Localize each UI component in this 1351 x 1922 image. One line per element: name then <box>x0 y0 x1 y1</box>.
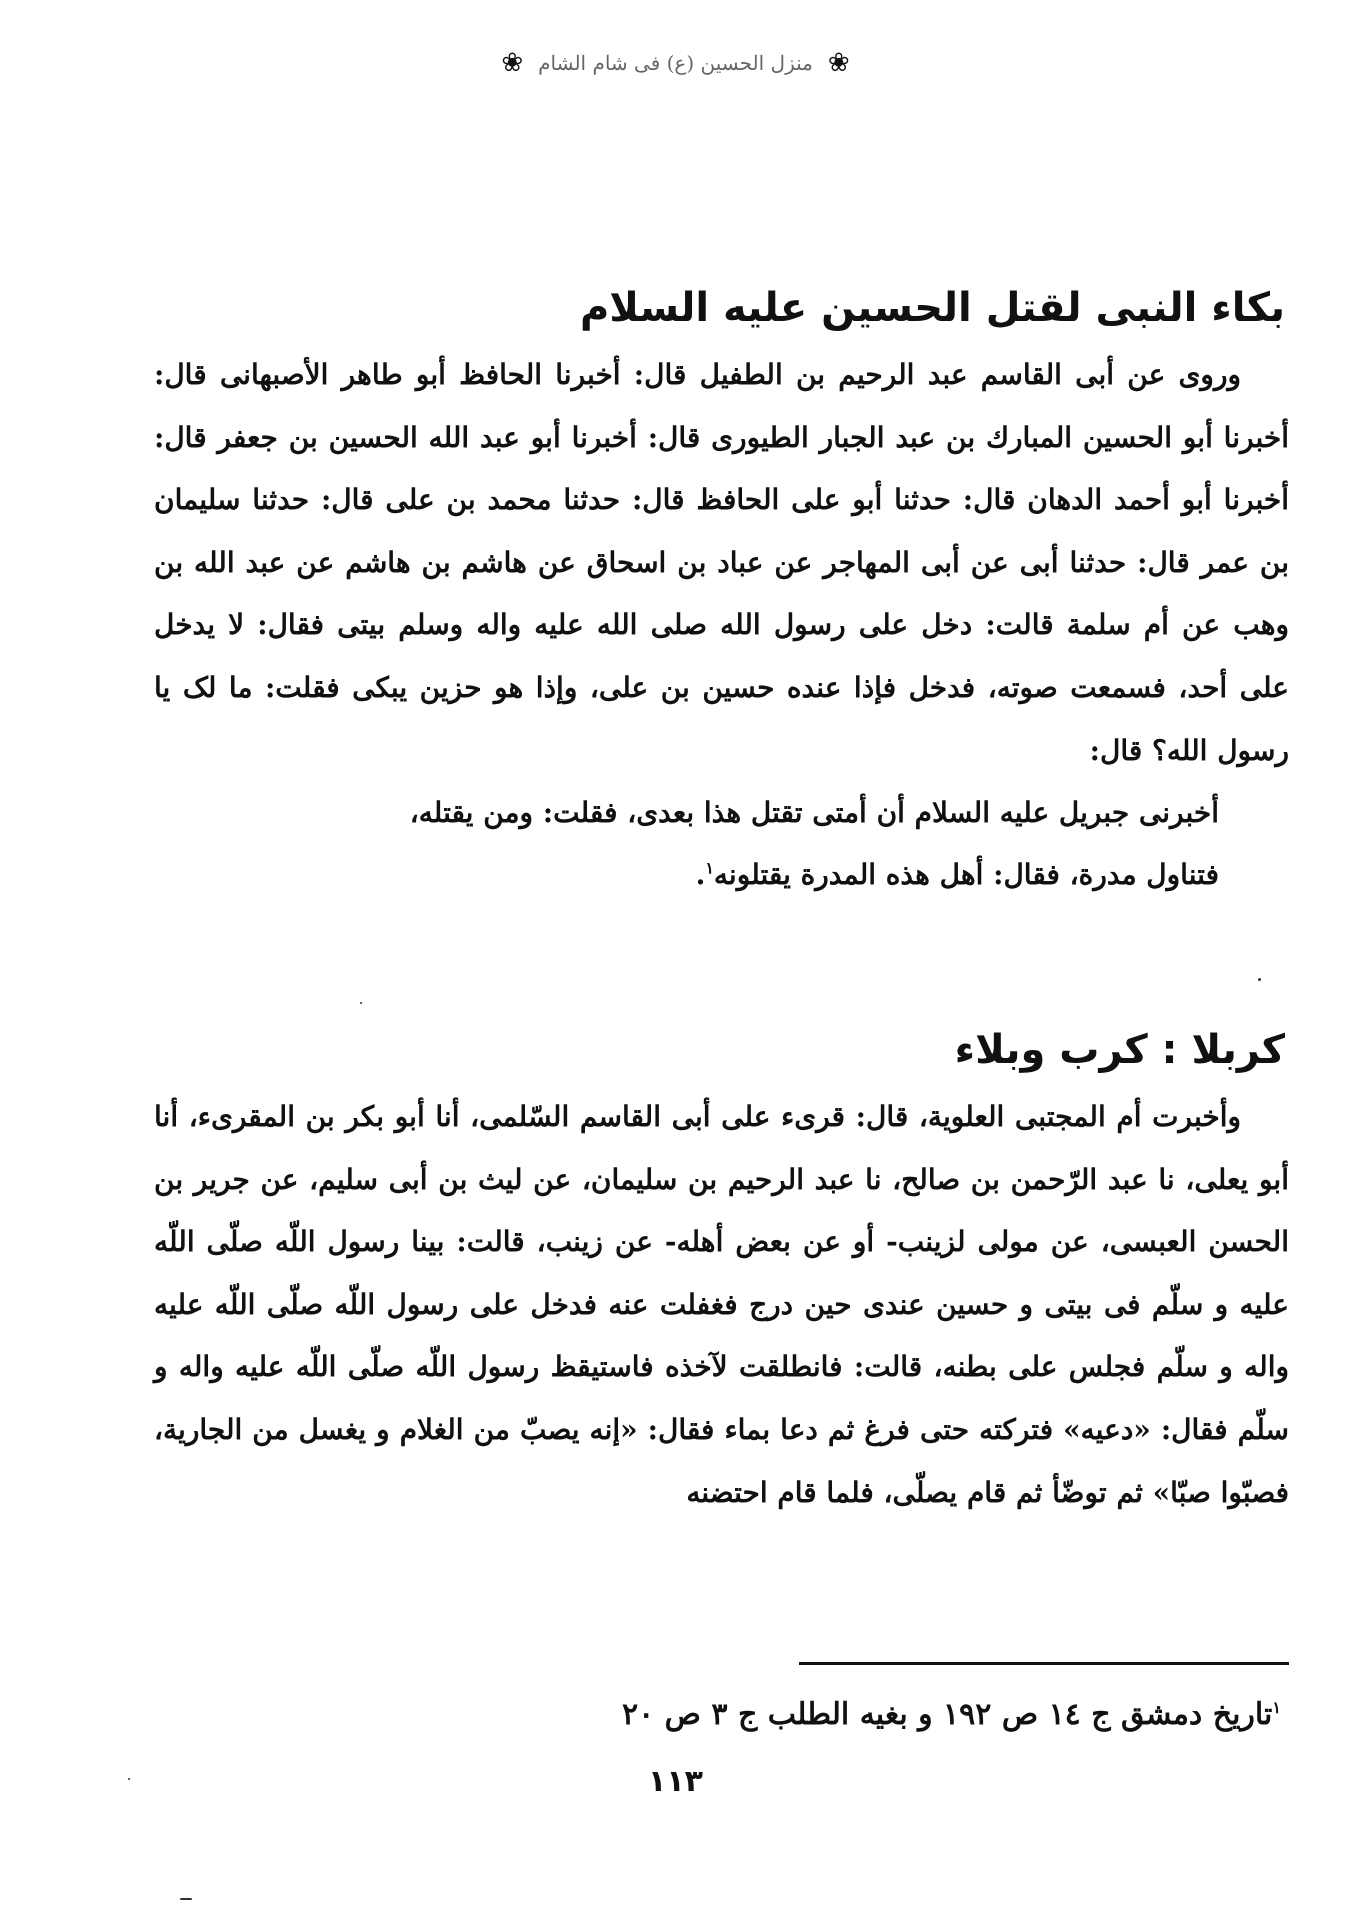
scan-speck <box>180 1898 192 1900</box>
quote-end-mark: . <box>695 858 706 892</box>
footnote-divider <box>799 1662 1289 1665</box>
section-karbala <box>154 1020 1289 1524</box>
footnote-text: تاريخ دمشق ج ١٤ ص ١٩٢ و بغيه الطلب ج ٣ ص ٢٠ <box>622 1697 1273 1732</box>
ornament-left-icon: ❀ <box>501 48 524 78</box>
quote-line: أخبرنى جبريل عليه السلام أن أمتى تقتل هذا بعدى، فقلت: ومن يقتله، <box>409 796 1219 830</box>
running-header <box>0 48 1351 78</box>
section-paragraph <box>154 344 1289 782</box>
page-number: ١١٣ <box>648 1764 703 1799</box>
scan-speck <box>360 1002 362 1004</box>
quote-text: فتناول مدرة، فقال: أهل هذه المدرة يقتلونه <box>713 858 1219 892</box>
scan-speck <box>128 1778 130 1780</box>
footnote-marker: ١ <box>1272 1698 1281 1717</box>
ornament-right-icon: ❀ <box>827 48 850 78</box>
footnote <box>381 1690 1281 1740</box>
paragraph-text: وروى عن أبى القاسم عبد الرحيم بن الطفيل قال: أخبرنا الحافظ أبو طاهر الأصبهانى قال: أخبرنا أبو الحسين المبارك بن عبد الجبار الطيورى قال: أخبرنا أبو عبد الله الحسين بن جعفر قال: أخبرنا أبو أحمد الدهان قال: حدثنا أبو على الحافظ قال: حدثنا محمد بن على قال: حدثنا سليمان بن عمر قال: حدثنا أبى عن أبى المهاجر عن عباد بن اسحاق عن هاشم بن هاشم عن عبد الله بن وهب عن أم سلمة قالت: دخل على رسول الله صلى الله عليه واله وسلم بيتى فقال: لا يدخل على أحد، فسمعت صوته، فدخل فإذا عنده حسين بن على، وإذا هو حزين يبكى فقلت: ما لک يا رسول الله؟ قال: <box>154 358 1289 767</box>
footnote-reference: ١ <box>705 858 714 878</box>
running-title: منزل الحسين (ع) فى شام الشام <box>538 51 813 75</box>
scan-speck <box>1258 978 1261 981</box>
section-heading: كربلا : كرب وبلاء <box>954 1027 1285 1073</box>
section-prophet-weeping <box>154 278 1289 906</box>
section-paragraph <box>154 1086 1289 1524</box>
section-heading: بكاء النبى لقتل الحسين عليه السلام <box>579 285 1285 331</box>
quote-line-last <box>154 844 1289 906</box>
paragraph-text: وأخبرت أم المجتبى العلوية، قال: قرىء على أبى القاسم السّلمى، أنا أبو بكر بن المقرىء، أنا أبو يعلى، نا عبد الرّحمن بن صالح، نا عبد الرحيم بن سليمان، عن ليث بن أبى سليم، عن جرير بن الحسن العبسى، عن مولى لزينب- أو عن بعض أهله- عن زينب، قالت: بينا رسول اللّه صلّى اللّه عليه و سلّم فى بيتى و حسين عندى حين درج فغفلت عنه فدخل على رسول اللّه صلّى اللّه عليه واله و سلّم فجلس على بطنه، قالت: فانطلقت لآخذه فاستيقظ رسول اللّه صلّى اللّه عليه واله و سلّم فقال: «دعيه» فتركته حتى فرغ ثم دعا بماء فقال: «إنه يصبّ من الغلام و يغسل من الجارية، فصبّوا صبّا» ثم توضّأ ثم قام يصلّى، فلما قام احتضنه <box>154 1100 1289 1509</box>
